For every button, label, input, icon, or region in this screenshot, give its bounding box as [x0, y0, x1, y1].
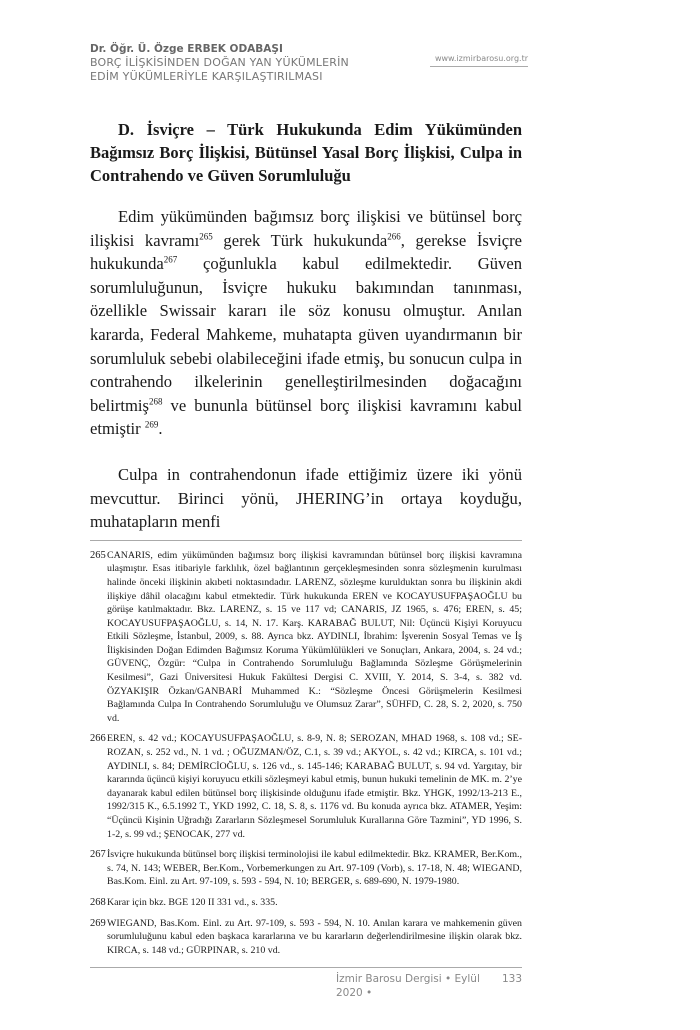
footnote-ref[interactable]: 268 — [149, 396, 163, 407]
journal-name: İzmir Barosu Dergisi • Eylül 2020 • — [336, 973, 480, 1000]
text: , gerekse İsviçre hukukunda — [90, 230, 522, 274]
footnote-text: WIEGAND, Bas.Kom. Einl. zu Art. 97-109, s. 593 - 594, N. 10. Anılan karara ve mahkemenin güven sorumluluğunu kabul eden başkaca kararlarına ve bu kararların değerlendirilmesine ilişkin olarak bkz. KIRCA, s. 148 vd.; GÜRPINAR, s. 210 vd. — [107, 917, 522, 956]
footnote-number: 267 — [90, 849, 106, 861]
footnotes — [90, 549, 522, 958]
footnote-separator — [90, 540, 522, 541]
body-paragraph-1 — [90, 205, 522, 441]
footnote-number: 268 — [90, 896, 106, 908]
footnote-text: İsviçre hukukunda bütünsel borç ilişkisi terminolojisi ile kabul edilmektedir. Bkz. KRAMER, Ber.Kom., s. 74, N. 143; WEBER, Ber.Kom., Vorbemerkungen zu Art. 97-109 (Vorb), s. 17-18, N. 48; WIEGAND, Bas.Kom. Einl. zu Art. 97-109, s. 593 - 594, N. 10; BERGER, s. 689-690, N. 1979-1980. — [107, 849, 522, 888]
footer-divider — [90, 967, 522, 1000]
footnote-ref[interactable]: 265 — [199, 231, 213, 242]
header-title-line1: BORÇ İLİŞKİSİNDEN DOĞAN YAN YÜKÜMLERİN — [90, 56, 349, 69]
header-divider — [430, 66, 528, 67]
footnote-ref[interactable]: 267 — [163, 254, 178, 265]
footnote-ref[interactable]: 266 — [387, 231, 401, 242]
text: ve bununla bütünsel borç ilişkisi kavramını kabul etmiştir — [90, 395, 522, 439]
body-paragraph-2: Culpa in contrahendonun ifade ettiğimiz üzere iki yönü mevcuttur. Birinci yönü, JHERING’in ortaya koyduğu, muhatapların menfi — [90, 464, 522, 532]
footnote — [90, 732, 522, 841]
text: Edim yükümünden bağımsız borç ilişkisi ve bütünsel borç ilişkisi kavramı — [90, 207, 522, 250]
footnote — [90, 848, 522, 889]
footnote — [90, 896, 522, 910]
page-footer — [336, 972, 522, 1000]
footnote-text: Karar için bkz. BGE 120 II 331 vd., s. 335. — [107, 896, 278, 908]
page-number: 133 — [501, 973, 522, 986]
text: gerek Türk hukukunda — [212, 230, 388, 250]
text: . — [158, 419, 163, 439]
text: çoğunlukla kabul edilmektedir. Güven sorumluluğunun, İsviçre hukuku bakımından tanınması, özellikle Swissair kararı ile söz konusu olmuştur. Anılan kararda, Federal Mahkeme, muhatapta güven uyandırmanın bir sorumluluk sebebi olabileceğini ifade etmiş, bu sonucun culpa in contrahendo ilkelerinin genelleştirilmesinden doğacağını belirtmiş — [90, 254, 522, 415]
header-title-line2: EDİM YÜKÜMLERİYLE KARŞILAŞTIRILMASI — [90, 70, 323, 83]
section-heading: D. İsviçre – Türk Hukukunda Edim Yükümünden Bağımsız Borç İlişkisi, Bütünsel Yasal Borç İlişkisi, Culpa in Contrahendo ve Güven Sorumluluğu — [90, 120, 522, 185]
footnote-number: 269 — [90, 917, 106, 929]
footnote-ref[interactable]: 269 — [144, 419, 159, 430]
footnote-number: 265 — [90, 549, 106, 561]
footnote-text: EREN, s. 42 vd.; KOCAYUSUFPAŞAOĞLU, s. 8-9, N. 8; SEROZAN, MHAD 1968, s. 108 vd.; SEROZAN, s. 252 vd., N. 1 vd. ; OĞUZMAN/ÖZ, C.1, s. 39 vd.; AKYOL, s. 42 vd.; KIRCA, s. 101 vd.; AYDINLI, s. 84; DEMİRCİOĞLU, s. 126 vd., s. 145-146; KARABAĞ BULUT, s. 94 vd. Yargıtay, bir kararında üçüncü kişiyi koruyucu etkili sözleşmeyi kabul etmiş, bunun hukuki temelinin de MK. m. 2’ye dayanarak kabul edilen bütünsel borç ilişkisinde olduğunu ifade etmiştir. Bkz. YHGK, 1992/13-213 E., 1992/315 K., 6.5.1992 T., YKD 1992, C. 18, S. 8, s. 1176 vd. Bu konuda ayrıca bkz. ATAMER, Yeşim: “Üçüncü Kişinin Uğradığı Zararların Sözleşmesel Sorumluluk Kurallarına Göre Tazmini”, YD 1996, S. 1-2, s. 99 vd.; ŞENOCAK, 277 vd. — [107, 733, 522, 840]
footnote — [90, 549, 522, 726]
header-url: www.izmirbarosu.org.tr — [434, 54, 528, 63]
footnote-number: 266 — [90, 733, 106, 745]
footnote — [90, 917, 522, 958]
running-header — [90, 42, 528, 94]
footnote-text: CANARIS, edim yükümünden bağımsız borç ilişkisi kavramından bütünsel borç ilişkisi kavramına ulaşmıştır. Esas itibariyle farklılık, özel bağlantının gerçekleşmesinden sonra sözleşmenin kurulması halinde önceki ilişkinin akıbeti noktasındadır. LARENZ, sözleşme kurulduktan sonra bu ilişkinin akdi ilişkiye dâhil olacağını kabul etmektedir. Türk hukukunda EREN ve KOCAYUSUFPAŞAOĞLU bu görüşe katılmaktadır. Bkz. LARENZ, s. 15 ve 117 vd; CANARIS, JZ 1965, s. 476; EREN, s. 45; KOCAYUSUFPAŞAOĞLU, s. 14, N. 17. Karş. KARABAĞ BULUT, Nil: Üçüncü Kişiyi Koruyucu Etkili Sözleşme, İstanbul, 2009, s. 88. Ayrıca bkz. AYDINLI, İbrahim: İşverenin Sosyal Temas ve İş İlişkisinden Doğan Edimden Bağımsız Koruma Yükümlülükleri ve Sonuçları, Ankara, 2004, s. 24 vd.; GÜVENÇ, Özgür: “Culpa in Contrahendo Sorumluluğu Bağlamında Sözleşme Görüşmelerinin Kesilmesi”, Gazi Üniversitesi Hukuk Fakültesi Dergisi C. XVIII, Y. 2014, S. 3-4, s. 382 vd. ÖZYAKIŞIR Özkan/GANBARİ Muhammed K.: “Sözleşme Öncesi Görüşmelerin Kesilmesi Bağlamında Culpa In Contrahendo Sorumluluğu ve Olumsuz Zarar”, SÜHFD, C. 28, S. 2, 2020, s. 750 vd. — [107, 549, 522, 724]
header-author: Dr. Öğr. Ü. Özge ERBEK ODABAŞI — [90, 43, 283, 55]
